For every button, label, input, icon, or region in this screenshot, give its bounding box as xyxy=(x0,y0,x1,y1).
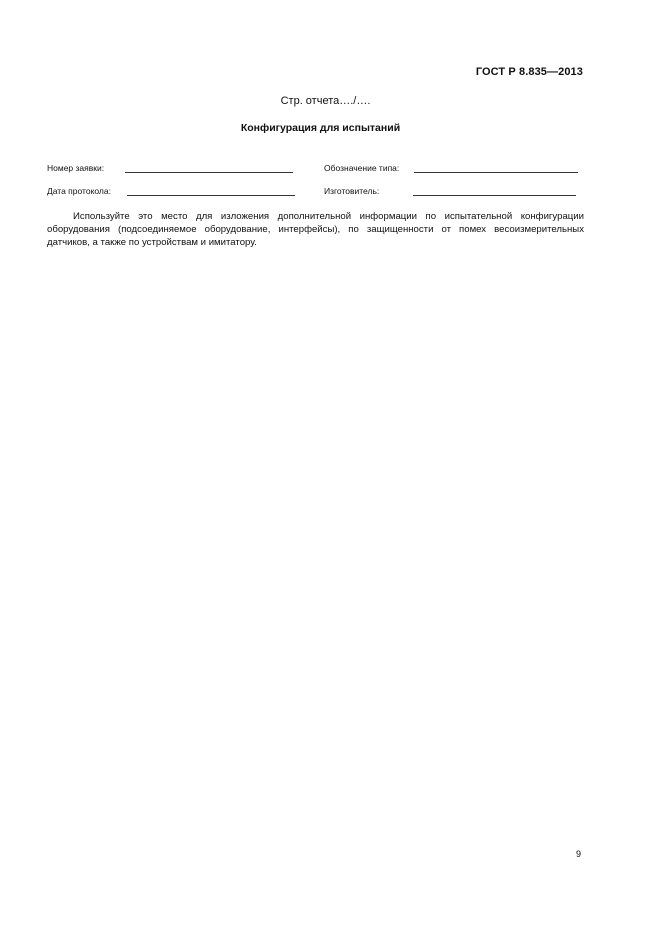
report-page-reference-text: Стр. отчета…./…. xyxy=(280,95,371,107)
standard-code: ГОСТ Р 8.835—2013 xyxy=(475,66,583,78)
protocol-date-blank[interactable] xyxy=(127,195,295,196)
manufacturer-label: Изготовитель: xyxy=(324,186,380,196)
report-page-reference xyxy=(0,95,661,107)
application-number-blank[interactable] xyxy=(125,172,293,173)
section-title-text: Конфигурация для испытаний xyxy=(240,122,401,134)
application-number-label: Номер заявки: xyxy=(47,163,105,173)
type-designation-label: Обозначение типа: xyxy=(324,163,400,173)
configuration-description xyxy=(47,210,584,249)
manufacturer-blank[interactable] xyxy=(413,195,576,196)
configuration-paragraph: Используйте это место для изложения дополнительной информации по испытательной конфигурации оборудования (подсоединяемое оборудование, интерфейсы), по защищенности от помех весоизмерительных датчиков, а также по устройствам и имитатору. xyxy=(47,211,584,248)
type-designation-blank[interactable] xyxy=(414,172,578,173)
page-number: 9 xyxy=(575,849,581,859)
section-title xyxy=(0,122,661,134)
protocol-date-label: Дата протокола: xyxy=(47,186,111,196)
